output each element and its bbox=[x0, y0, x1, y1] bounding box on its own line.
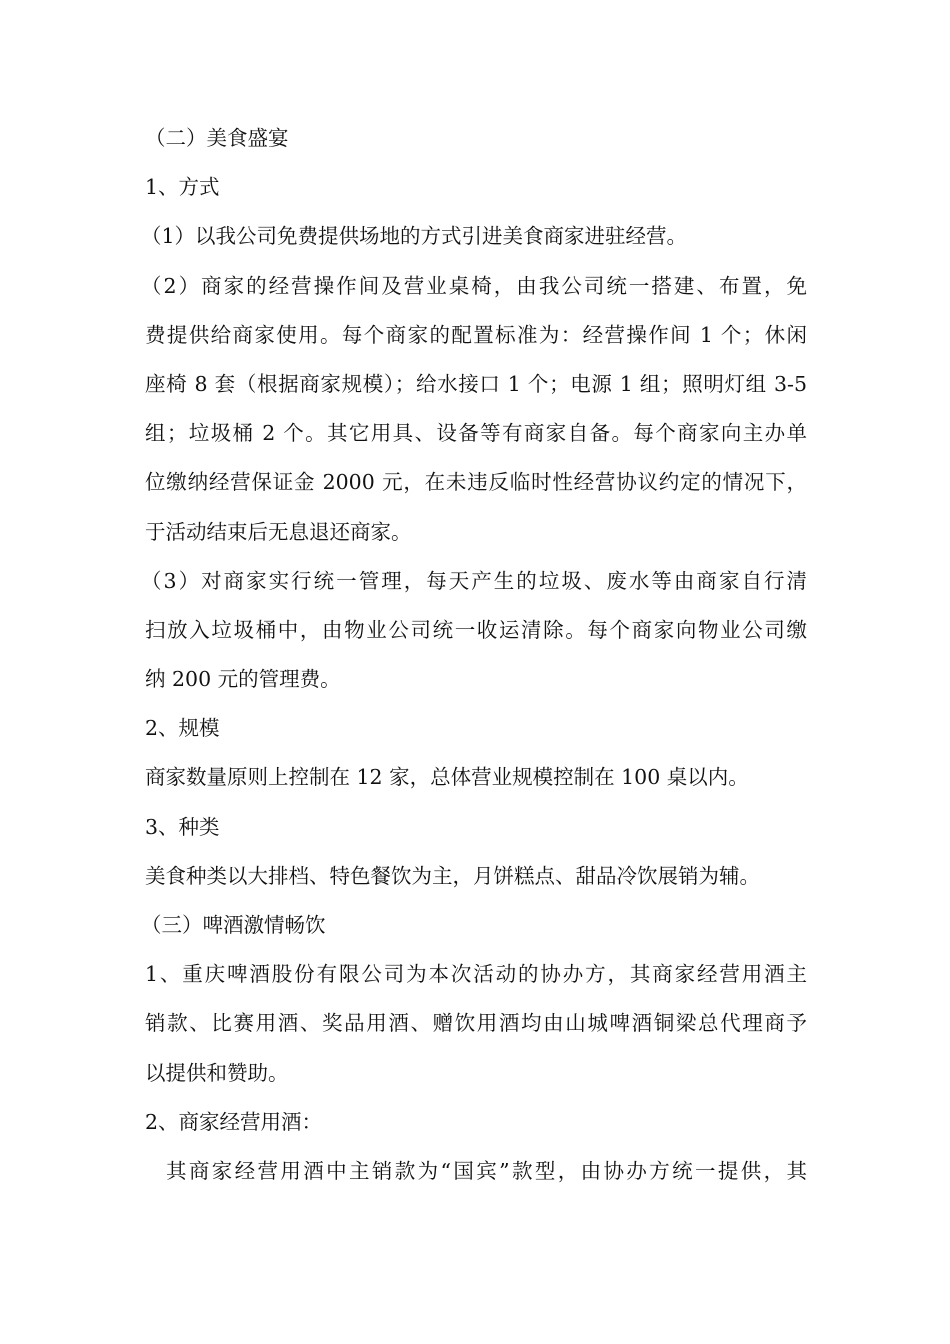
subheading-merchant-beer: 2、商家经营用酒： bbox=[145, 1109, 323, 1134]
paragraph-line: （1）以我公司免费提供场地的方式引进美食商家进驻经营。 bbox=[141, 224, 688, 249]
document-body bbox=[141, 114, 807, 1196]
paragraph-line: 以提供和赞助。 bbox=[145, 1060, 289, 1085]
paragraph-line: 位缴纳经营保证金 2000 元，在未违反临时性经营协议约定的情况下， bbox=[145, 470, 807, 495]
section-heading-beer: （三）啤酒激情畅饮 bbox=[141, 913, 326, 937]
paragraph-line: 扫放入垃圾桶中，由物业公司统一收运清除。每个商家向物业公司缴 bbox=[145, 617, 807, 642]
paragraph-line: 其商家经营用酒中主销款为“国宾”款型，由协办方统一提供，其 bbox=[166, 1158, 807, 1183]
paragraph-line: 座椅 8 套（根据商家规模）；给水接口 1 个；电源 1 组；照明灯组 3-5 bbox=[145, 371, 807, 396]
paragraph-line: 1、重庆啤酒股份有限公司为本次活动的协办方，其商家经营用酒主 bbox=[145, 962, 807, 987]
paragraph-line: 美食种类以大排档、特色餐饮为主，月饼糕点、甜品冷饮展销为辅。 bbox=[145, 863, 760, 888]
paragraph-line: （3）对商家实行统一管理，每天产生的垃圾、废水等由商家自行清 bbox=[141, 568, 807, 593]
paragraph-line: 组；垃圾桶 2 个。其它用具、设备等有商家自备。每个商家向主办单 bbox=[145, 421, 807, 446]
paragraph-line: 商家数量原则上控制在 12 家，总体营业规模控制在 100 桌以内。 bbox=[145, 765, 749, 790]
subheading-categories: 3、种类 bbox=[145, 814, 220, 839]
paragraph-line: 销款、比赛用酒、奖品用酒、赠饮用酒均由山城啤酒铜梁总代理商予 bbox=[145, 1011, 807, 1036]
section-heading-gourmet-feast: （二）美食盛宴 bbox=[145, 126, 289, 150]
paragraph-line: （2）商家的经营操作间及营业桌椅，由我公司统一搭建、布置，免 bbox=[141, 273, 807, 298]
subheading-method: 1、方式 bbox=[145, 175, 220, 200]
paragraph-line: 纳 200 元的管理费。 bbox=[145, 667, 341, 692]
subheading-scale: 2、规模 bbox=[145, 716, 220, 741]
paragraph-line: 费提供给商家使用。每个商家的配置标准为：经营操作间 1 个；休闲 bbox=[145, 322, 807, 347]
paragraph-line: 于活动结束后无息退还商家。 bbox=[145, 519, 412, 544]
